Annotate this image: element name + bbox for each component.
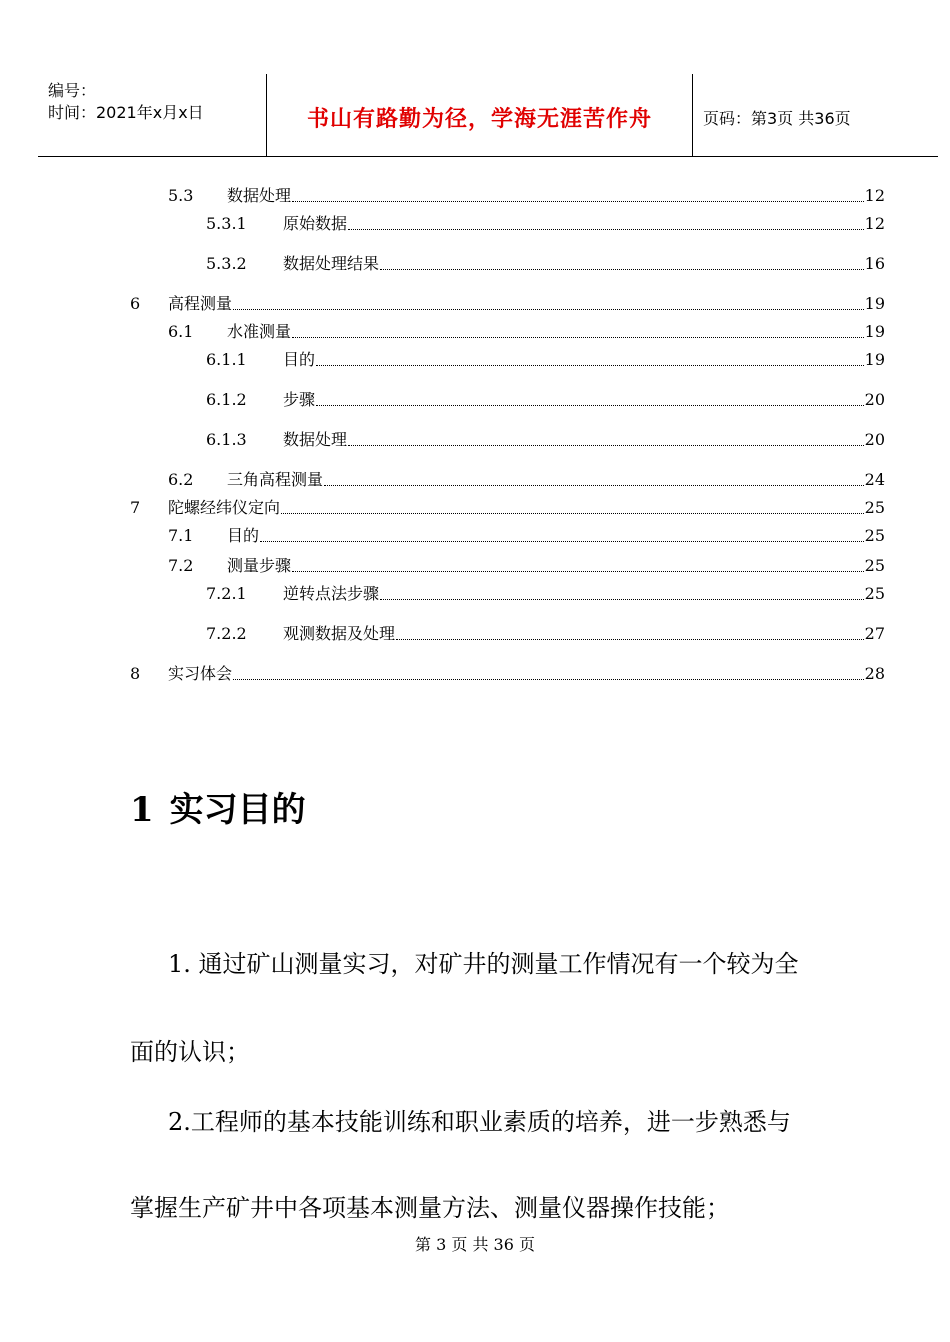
toc-entry-title: 步骤 <box>283 390 316 409</box>
toc-dot-leader <box>292 201 864 202</box>
toc-entry-title: 实习体会 <box>168 664 233 683</box>
toc-entry-page: 12 <box>864 186 885 205</box>
toc-entry[interactable] <box>168 556 885 576</box>
page-header <box>38 74 938 157</box>
paragraph: 面的认识； <box>130 1038 250 1066</box>
toc-entry-page: 20 <box>864 430 885 449</box>
section-title: 实习目的 <box>169 790 306 830</box>
toc-entry-title: 原始数据 <box>283 214 348 233</box>
toc-dot-leader <box>260 541 864 542</box>
toc-entry-number: 6.1.3 <box>206 430 247 449</box>
toc-entry-title: 高程测量 <box>168 294 233 313</box>
toc-entry[interactable] <box>206 584 885 604</box>
toc-entry-page: 19 <box>864 322 885 341</box>
toc-dot-leader <box>281 513 864 514</box>
toc-dot-leader <box>396 639 864 640</box>
toc-entry-page: 25 <box>864 584 885 603</box>
toc-entry-page: 12 <box>864 214 885 233</box>
paragraph: 掌握生产矿井中各项基本测量方法、测量仪器操作技能； <box>130 1194 730 1222</box>
toc-entry-number: 7.1 <box>168 526 194 545</box>
header-page-label: 页码：第3页 共36页 <box>703 109 851 128</box>
toc-entry-page: 28 <box>864 664 885 683</box>
toc-entry-number: 7.2 <box>168 556 194 575</box>
toc-dot-leader <box>233 679 864 680</box>
toc-entry-title: 目的 <box>227 526 260 545</box>
toc-entry[interactable] <box>130 664 885 684</box>
toc-entry-number: 7.2.1 <box>206 584 247 603</box>
toc-entry-title: 数据处理 <box>283 430 348 449</box>
toc-dot-leader <box>316 365 864 366</box>
toc-entry-page: 19 <box>864 350 885 369</box>
toc-entry[interactable] <box>206 430 885 450</box>
header-divider <box>692 74 693 156</box>
toc-dot-leader <box>380 599 864 600</box>
toc-entry-page: 25 <box>864 526 885 545</box>
toc-entry-page: 25 <box>864 498 885 517</box>
toc-entry-number: 5.3.2 <box>206 254 247 273</box>
toc-entry-number: 6.1 <box>168 322 194 341</box>
toc-dot-leader <box>348 229 864 230</box>
toc-entry-page: 19 <box>864 294 885 313</box>
paragraph: 1. 通过矿山测量实习，对矿井的测量工作情况有一个较为全 <box>168 950 799 978</box>
toc-dot-leader <box>380 269 864 270</box>
toc-entry[interactable] <box>206 214 885 234</box>
toc-dot-leader <box>348 445 864 446</box>
toc-entry-number: 8 <box>130 664 141 683</box>
toc-entry-page: 16 <box>864 254 885 273</box>
toc-entry[interactable] <box>206 350 885 370</box>
toc-entry[interactable] <box>206 390 885 410</box>
toc-entry-title: 数据处理 <box>227 186 292 205</box>
toc-entry-page: 25 <box>864 556 885 575</box>
toc-entry[interactable] <box>168 322 885 342</box>
toc-entry-page: 24 <box>864 470 885 489</box>
toc-entry-title: 水准测量 <box>227 322 292 341</box>
toc-entry[interactable] <box>168 186 885 206</box>
paragraph: 2.工程师的基本技能训练和职业素质的培养，进一步熟悉与 <box>168 1108 791 1136</box>
toc-entry-title: 逆转点法步骤 <box>283 584 380 603</box>
toc-entry[interactable] <box>168 470 885 490</box>
toc-entry-title: 三角高程测量 <box>227 470 324 489</box>
header-motto: 书山有路勤为径，学海无涯苦作舟 <box>306 106 652 132</box>
toc-entry-number: 6.2 <box>168 470 194 489</box>
toc-dot-leader <box>292 337 864 338</box>
toc-dot-leader <box>292 571 864 572</box>
toc-entry-page: 20 <box>864 390 885 409</box>
toc-entry-number: 5.3 <box>168 186 194 205</box>
toc-entry-number: 5.3.1 <box>206 214 247 233</box>
toc-entry-page: 27 <box>864 624 885 643</box>
toc-entry-number: 6 <box>130 294 141 313</box>
toc-entry-title: 目的 <box>283 350 316 369</box>
toc-entry-number: 6.1.2 <box>206 390 247 409</box>
header-number-label: 编号： <box>48 81 97 100</box>
toc-entry-title: 数据处理结果 <box>283 254 380 273</box>
section-heading <box>130 782 306 831</box>
toc-entry[interactable] <box>206 624 885 644</box>
header-time-label: 时间：2021年x月x日 <box>48 103 204 122</box>
toc-dot-leader <box>324 485 864 486</box>
toc-entry[interactable] <box>130 498 885 518</box>
page-footer: 第 3 页 共 36 页 <box>415 1235 535 1254</box>
toc-entry-title: 观测数据及处理 <box>283 624 396 643</box>
toc-entry[interactable] <box>168 526 885 546</box>
toc-entry-title: 陀螺经纬仪定向 <box>168 498 281 517</box>
toc-entry[interactable] <box>206 254 885 274</box>
toc-dot-leader <box>316 405 864 406</box>
toc-entry-number: 7 <box>130 498 141 517</box>
section-number: 1 <box>130 790 154 830</box>
toc-dot-leader <box>233 309 864 310</box>
toc-entry-title: 测量步骤 <box>227 556 292 575</box>
toc-entry-number: 7.2.2 <box>206 624 247 643</box>
toc-entry[interactable] <box>130 294 885 314</box>
toc-entry-number: 6.1.1 <box>206 350 247 369</box>
header-meta <box>48 80 204 124</box>
